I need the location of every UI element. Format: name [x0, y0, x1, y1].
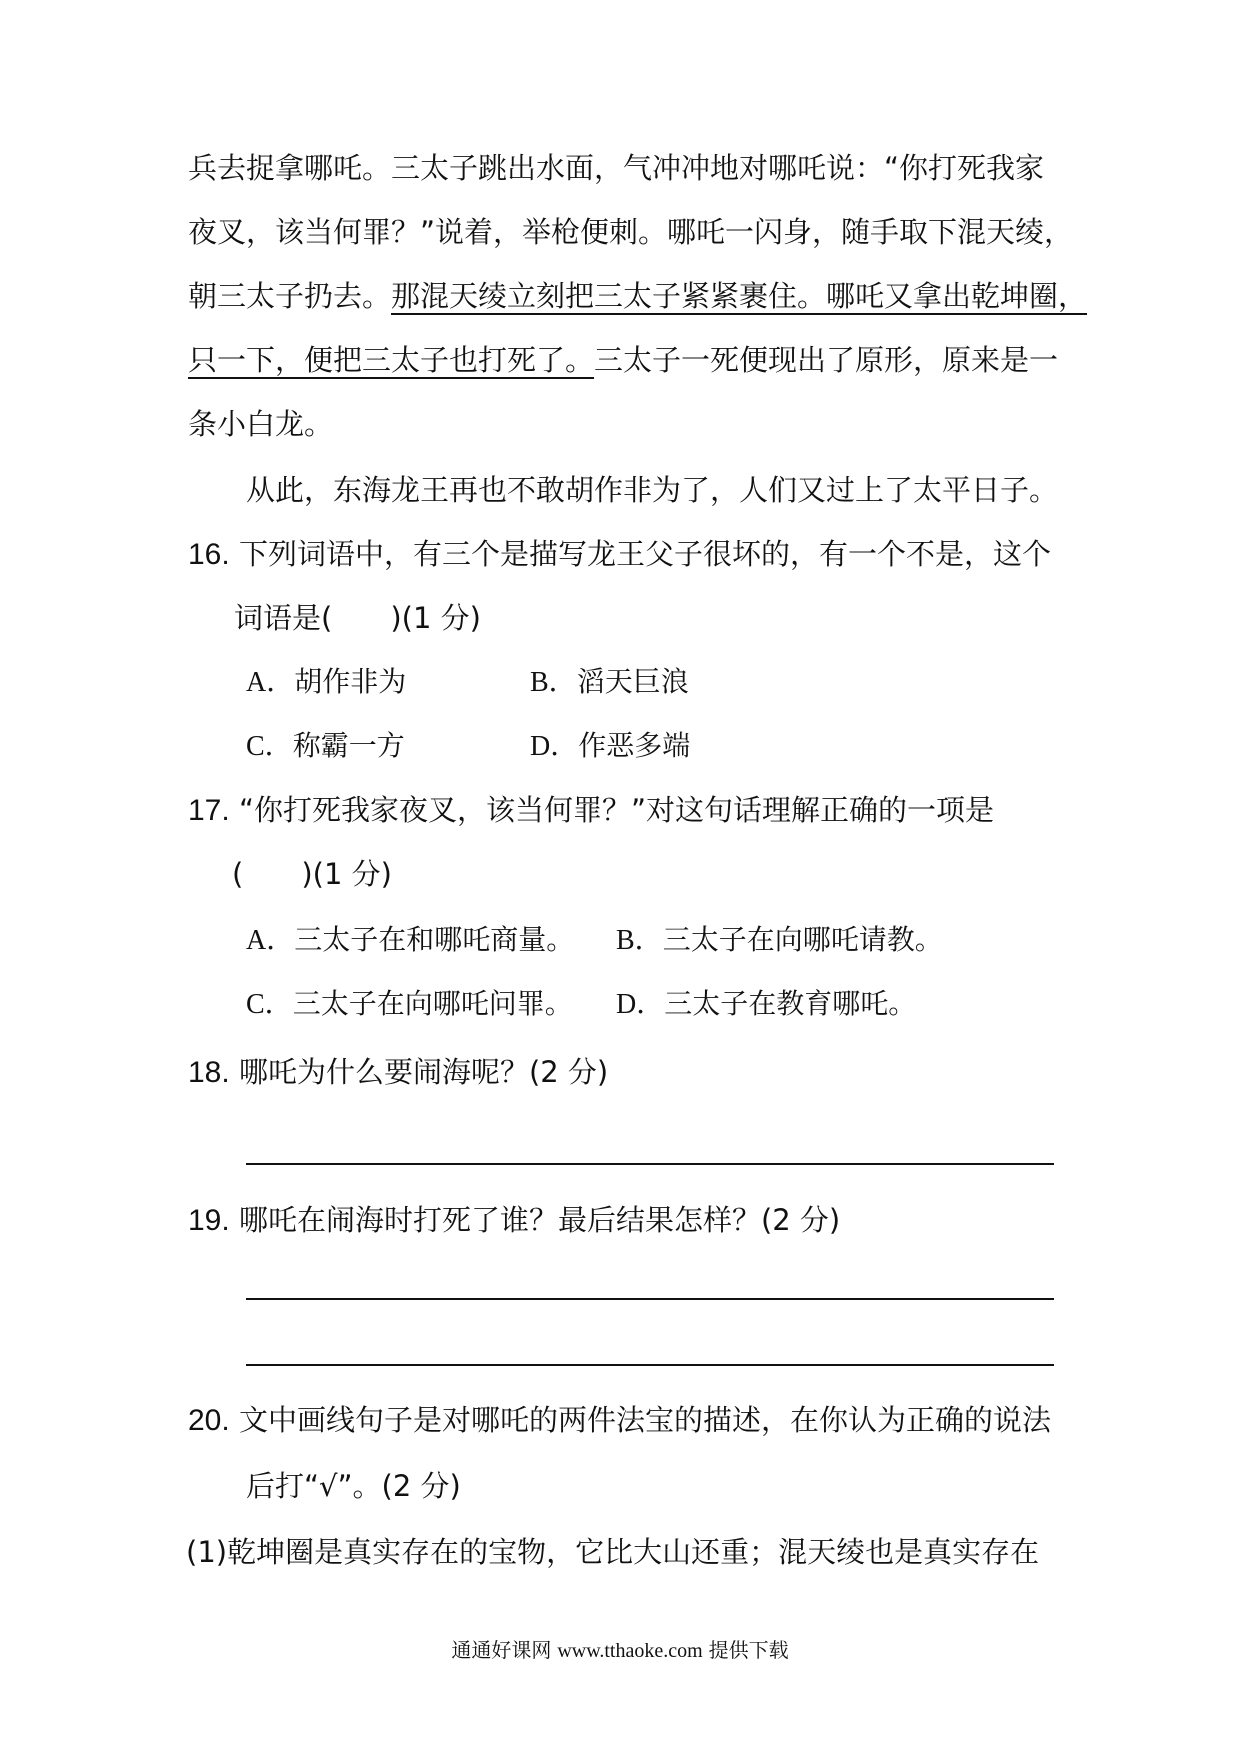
underlined-sentence-part-1: 那混天绫立刻把三太子紧紧裹住。哪吒又拿出乾坤圈， — [391, 279, 1088, 313]
q16-option-d[interactable] — [530, 726, 690, 767]
q17-option-c-letter: C． — [246, 989, 293, 1020]
q16-option-d-letter: D． — [530, 731, 579, 762]
question-20-text: 文中画线句子是对哪吒的两件法宝的描述，在你认为正确的说法 — [238, 1403, 1051, 1437]
footer-url: www.tthaoke.com — [557, 1640, 703, 1662]
passage-line-2: 夜叉，该当何罪？”说着，举枪便刺。哪吒一闪身，随手取下混天绫， — [188, 215, 1074, 249]
question-16-answer-blank: 词语是( )(1 分) — [234, 601, 481, 635]
q16-option-c[interactable] — [246, 726, 405, 767]
question-17 — [188, 790, 994, 831]
passage-line-1: 兵去捉拿哪吒。三太子跳出水面，气冲冲地对哪吒说：“你打死我家 — [188, 151, 1045, 185]
passage-line-6: 从此，东海龙王再也不敢胡作非为了，人们又过上了太平日子。 — [246, 473, 1059, 507]
question-17-text: “你打死我家夜叉，该当何罪？”对这句话理解正确的一项是 — [238, 793, 994, 827]
page-footer — [0, 1636, 1240, 1665]
q16-option-b[interactable] — [530, 662, 689, 703]
q16-option-a[interactable] — [246, 662, 406, 703]
passage-line-4 — [188, 340, 1058, 380]
question-18 — [188, 1052, 608, 1093]
q16-option-b-text: 滔天巨浪 — [576, 665, 689, 698]
q17-option-b-text: 三太子在向哪吒请教。 — [662, 923, 943, 956]
question-20-item-1: (1)乾坤圈是真实存在的宝物，它比大山还重；混天绫也是真实存在 — [186, 1535, 1040, 1569]
q19-answer-line-2[interactable] — [246, 1364, 1054, 1366]
q19-answer-line-1[interactable] — [246, 1298, 1054, 1300]
question-20-number: 20. — [188, 1404, 230, 1437]
q16-option-c-letter: C． — [246, 731, 293, 762]
footer-site-name: 通通好课网 — [451, 1638, 552, 1662]
q17-option-c[interactable] — [246, 984, 573, 1025]
question-16-number: 16. — [188, 538, 230, 571]
passage-line-5: 条小白龙。 — [188, 407, 334, 441]
question-16 — [188, 534, 1051, 575]
q16-option-c-text: 称霸一方 — [292, 729, 405, 762]
q17-option-d-letter: D． — [616, 989, 665, 1020]
q17-option-b[interactable] — [616, 920, 943, 961]
question-18-text: 哪吒为什么要闹海呢？(2 分) — [238, 1055, 609, 1089]
footer-suffix: 提供下载 — [708, 1638, 789, 1662]
q17-option-c-text: 三太子在向哪吒问罪。 — [292, 987, 573, 1020]
q16-option-d-text: 作恶多端 — [578, 729, 691, 762]
passage-line-4-plain: 三太子一死便现出了原形，原来是一 — [594, 343, 1059, 377]
question-20-instruction: 后打“√”。(2 分) — [246, 1469, 461, 1503]
question-19-number: 19. — [188, 1204, 230, 1237]
q17-option-d[interactable] — [616, 984, 916, 1025]
passage-line-3-plain: 朝三太子扔去。 — [188, 279, 392, 313]
q16-option-b-letter: B． — [530, 667, 577, 698]
question-17-answer-blank: ( )(1 分) — [232, 857, 392, 891]
q17-option-a[interactable] — [246, 920, 574, 961]
question-16-text: 下列词语中，有三个是描写龙王父子很坏的，有一个不是，这个 — [238, 537, 1051, 571]
question-19-text: 哪吒在闹海时打死了谁？最后结果怎样？(2 分) — [238, 1203, 841, 1237]
passage-line-3 — [188, 276, 1087, 316]
question-19 — [188, 1200, 840, 1241]
q16-option-a-letter: A． — [246, 667, 295, 698]
question-18-number: 18. — [188, 1056, 230, 1089]
question-20 — [188, 1400, 1051, 1441]
q17-option-a-text: 三太子在和哪吒商量。 — [294, 923, 575, 956]
q17-option-a-letter: A． — [246, 925, 295, 956]
q17-option-b-letter: B． — [616, 925, 663, 956]
underlined-sentence-part-2: 只一下，便把三太子也打死了。 — [188, 343, 595, 377]
q16-option-a-text: 胡作非为 — [294, 665, 407, 698]
q18-answer-line[interactable] — [246, 1163, 1054, 1165]
q17-option-d-text: 三太子在教育哪吒。 — [664, 987, 917, 1020]
question-17-number: 17. — [188, 794, 230, 827]
